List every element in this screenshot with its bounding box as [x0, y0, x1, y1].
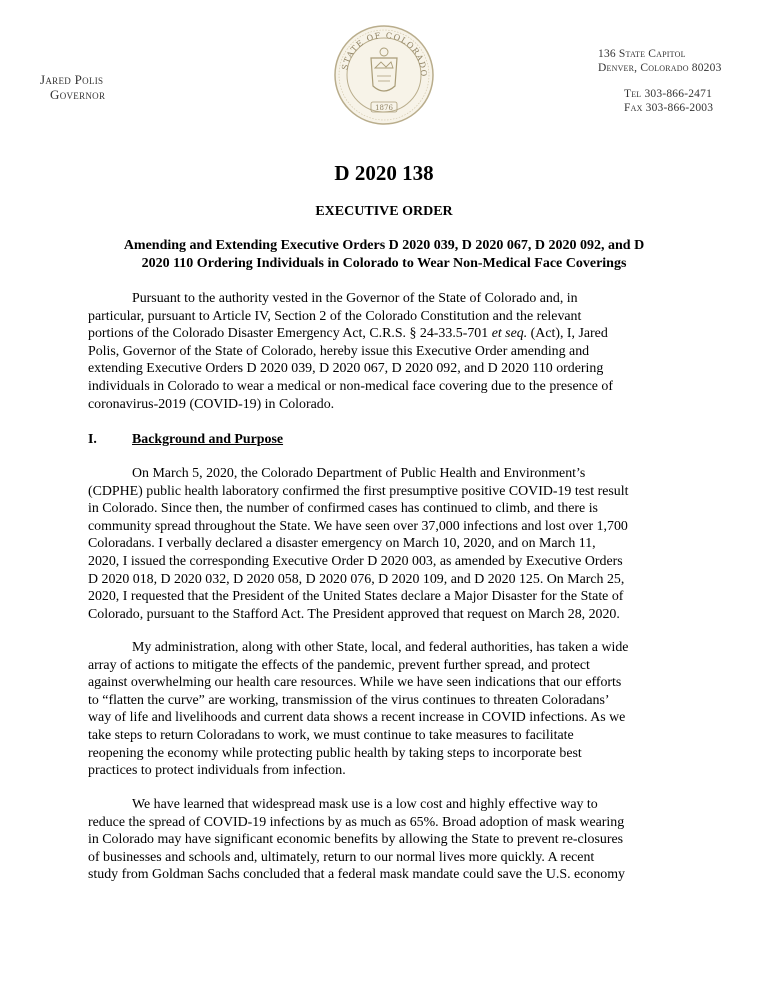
governor-block — [40, 72, 105, 102]
paragraph-line: practices to protect individuals from infection. — [88, 763, 346, 779]
paragraph-line: 2020, I requested that the President of the United States declare a Major Disaster for the State of — [88, 589, 624, 605]
fax: Fax 303-866-2003 — [624, 102, 714, 114]
governor-name: Jared Polis — [40, 72, 104, 87]
paragraph-line: array of actions to mitigate the effects of the pandemic, prevent further spread, and protect — [88, 657, 590, 673]
paragraph-administration — [88, 639, 684, 780]
paragraph-line: reopening the economy while protecting public health by taking steps to incorporate best — [88, 745, 582, 761]
paragraph-line: reduce the spread of COVID-19 infections by as much as 65%. Broad adoption of mask wearing — [88, 814, 625, 830]
intro-line: Pursuant to the authority vested in the Governor of the State of Colorado and, in — [132, 291, 578, 306]
paragraph-line: D 2020 018, D 2020 032, D 2020 058, D 2020 076, D 2020 109, and D 2020 125. On March 25, — [88, 571, 625, 587]
intro-line: portions of the Colorado Disaster Emergency Act, C.R.S. § 24-33.5-701 et seq. (Act), I, Jared — [88, 326, 608, 342]
paragraph-line: take steps to return Coloradans to work, we must continue to take measures to facilitate — [88, 727, 574, 743]
intro-line: particular, pursuant to Article IV, Section 2 of the Colorado Constitution and the relevant — [88, 308, 582, 324]
state-seal-icon — [333, 24, 435, 126]
paragraph-line: community spread throughout the State. We have seen over 37,000 infections and lost over 1,700 — [88, 518, 628, 534]
paragraph-line: Colorado, pursuant to the Stafford Act. The President approved that request on March 28, 2020. — [88, 606, 620, 622]
paragraph-background — [88, 465, 684, 623]
intro-line: Polis, Governor of the State of Colorado, hereby issue this Executive Order amending and — [88, 343, 590, 359]
paragraph-line: against overwhelming our health care resources. While we have seen indications that our efforts — [88, 675, 622, 691]
paragraph-line: in Colorado may have significant economic benefits by allowing the State to prevent re-closures — [88, 832, 624, 848]
address-block — [598, 47, 722, 115]
section-number: I. — [88, 432, 97, 447]
paragraph-line: Coloradans. I verbally declared a disaster emergency on March 10, 2020, and on March 11, — [88, 536, 596, 552]
paragraph-line: to “flatten the curve” are working, transmission of the virus continues to threaten Coloradans’ — [88, 692, 610, 708]
section-heading — [88, 431, 283, 448]
telephone: Tel 303-866-2471 — [624, 88, 713, 100]
document-number: D 2020 138 — [334, 161, 434, 185]
intro-line: extending Executive Orders D 2020 039, D 2020 067, D 2020 092, and D 2020 110 ordering — [88, 361, 604, 377]
intro-paragraph — [88, 290, 684, 413]
document-subtitle — [90, 237, 678, 273]
section-title: Background and Purpose — [132, 432, 284, 447]
svg-text:1876: 1876 — [375, 104, 393, 112]
letterhead — [0, 0, 768, 150]
svg-text:STATE OF COLORADO: STATE OF COLORADO — [340, 30, 429, 78]
subtitle-line: 2020 110 Ordering Individuals in Colorado to Wear Non-Medical Face Coverings — [141, 256, 627, 271]
paragraph-line: 2020, I issued the corresponding Executive Order D 2020 003, as amended by Executive Orders — [88, 553, 623, 569]
paragraph-line: (CDPHE) public health laboratory confirmed the first presumptive positive COVID-19 test result — [88, 483, 629, 499]
paragraph-line: way of life and livelihoods and current data shows a recent increase in COVID infections. As we — [88, 710, 626, 726]
intro-line: coronavirus-2019 (COVID-19) in Colorado. — [88, 396, 335, 412]
paragraph-line: On March 5, 2020, the Colorado Department of Public Health and Environment’s — [132, 466, 586, 481]
governor-title: Governor — [50, 87, 106, 102]
address-line-2: Denver, Colorado 80203 — [598, 62, 722, 74]
paragraph-line: in Colorado. Since then, the number of confirmed cases has continued to climb, and there is — [88, 501, 598, 517]
address-line-1: 136 State Capitol — [598, 48, 686, 60]
paragraph-line: We have learned that widespread mask use is a low cost and highly effective way to — [132, 797, 598, 812]
paragraph-line: My administration, along with other State, local, and federal authorities, has taken a wide — [132, 640, 629, 655]
paragraph-line: study from Goldman Sachs concluded that a federal mask mandate could save the U.S. economy — [88, 867, 625, 883]
paragraph-line: of businesses and schools and, ultimately, return to our normal lives more quickly. A recent — [88, 849, 595, 865]
et-seq-italic: et seq. — [491, 326, 528, 342]
paragraph-masks — [88, 796, 684, 884]
subtitle-line: Amending and Extending Executive Orders D 2020 039, D 2020 067, D 2020 092, and D — [123, 238, 645, 253]
document-type: EXECUTIVE ORDER — [315, 204, 453, 219]
intro-line: individuals in Colorado to wear a medical or non-medical face covering due to the presence of — [88, 378, 613, 394]
